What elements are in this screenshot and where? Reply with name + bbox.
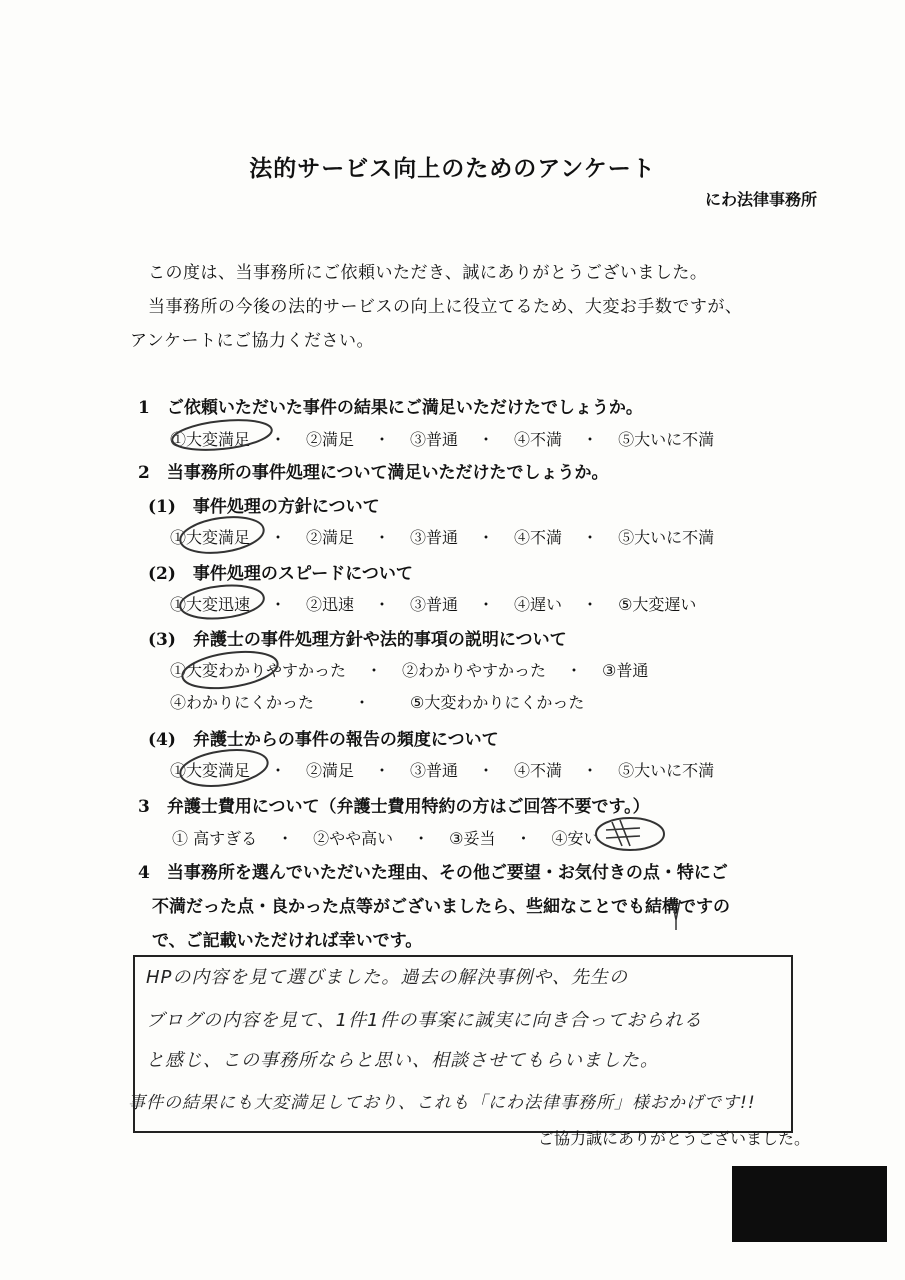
q2-4-option-1[interactable]: ①大変満足 [170,761,251,780]
q2-3-options-row2: ④わかりにくかった ・ ⑤大変わかりにくかった [170,693,585,712]
q2-1-option-5[interactable]: ⑤大いに不満 [618,528,715,547]
closing-text: ご協力誠にありがとうございました。 [537,1129,810,1148]
question-3: 3 弁護士費用について（弁護士費用特約の方はご回答不要です。） [138,797,650,817]
question-4-line-3: で、ご記載いただければ幸いです。 [152,931,423,951]
q3-selection-hatch [606,820,640,846]
q1-option-2[interactable]: ②満足 [306,430,355,449]
q2-3-option-4[interactable]: ④わかりにくかった [170,693,315,712]
intro-line-3: アンケートにご協力ください。 [130,331,374,351]
q3-option-3[interactable]: ③妥当 [449,829,496,848]
q3-option-4[interactable]: ④安い [551,829,600,848]
q2-4-option-4[interactable]: ④不満 [514,761,563,780]
q2-3-option-5[interactable]: ⑤大変わかりにくかった [410,693,585,712]
q2-4-option-2[interactable]: ②満足 [306,761,355,780]
question-2-4: (4) 弁護士からの事件の報告の頻度について [148,730,499,750]
q2-1-options: ①大変満足 ・ ②満足 ・ ③普通 ・ ④不満 ・ ⑤大いに不満 [170,528,715,547]
q2-3-selection-circle [180,646,280,693]
q3-option-1[interactable]: ① 高すぎる [172,829,258,848]
question-2-3: (3) 弁護士の事件処理方針や法的事項の説明について [148,630,567,650]
q2-1-option-1[interactable]: ①大変満足 [170,528,251,547]
q2-2-option-2[interactable]: ②迅速 [306,595,355,614]
question-2: 2 当事務所の事件処理について満足いただけたでしょうか。 [138,463,609,483]
comment-line-4: 事件の結果にも大変満足しており、これも「にわ法律事務所」様おかげです!! [128,1093,756,1113]
q2-1-option-3[interactable]: ③普通 [410,528,459,547]
q1-option-3[interactable]: ③普通 [410,430,459,449]
question-1: 1 ご依頼いただいた事件の結果にご満足いただけたでしょうか。 [138,398,643,418]
q2-2-option-3[interactable]: ③普通 [410,595,459,614]
comment-line-1: HPの内容を見て選びました。過去の解決事例や、先生の [146,967,629,988]
q2-3-option-2[interactable]: ②わかりやすかった [402,661,547,680]
q1-option-4[interactable]: ④不満 [514,430,563,449]
firm-name: にわ法律事務所 [704,190,817,209]
intro-line-2: 当事務所の今後の法的サービスの向上に役立てるため、大変お手数ですが、 [148,297,743,317]
q2-3-option-3[interactable]: ③普通 [602,661,649,680]
comment-line-2: ブログの内容を見て、1件1件の事案に誠実に向き合っておられる [146,1010,703,1031]
q1-options: ①大変満足 ・ ②満足 ・ ③普通 ・ ④不満 ・ ⑤大いに不満 [170,430,715,449]
q1-option-1[interactable]: ①大変満足 [170,430,251,449]
q2-2-option-4[interactable]: ④遅い [514,595,563,614]
q2-2-options: ①大変迅速 ・ ②迅速 ・ ③普通 ・ ④遅い ・ ⑤大変遅い [170,595,697,614]
q1-selection-circle [171,416,273,454]
q2-3-option-1[interactable]: ①大変わかりやすかった [170,661,347,680]
intro-line-1: この度は、当事務所にご依頼いただき、誠にありがとうございました。 [148,263,708,283]
q2-1-option-2[interactable]: ②満足 [306,528,355,547]
q2-2-option-5[interactable]: ⑤大変遅い [618,595,697,614]
q2-1-selection-circle [178,512,266,557]
q3-option-2[interactable]: ②やや高い [313,829,394,848]
q1-option-5[interactable]: ⑤大いに不満 [618,430,715,449]
document-title: 法的サービス向上のためのアンケート [249,155,656,182]
q2-2-selection-circle [179,582,266,623]
q3-options: ① 高すぎる ・ ②やや高い ・ ③妥当 ・ ④安い [172,829,600,848]
q2-4-option-3[interactable]: ③普通 [410,761,459,780]
q2-2-option-1[interactable]: ①大変迅速 [170,595,251,614]
insert-mark [672,900,680,930]
comment-line-3: と感じ、この事務所ならと思い、相談させてもらいました。 [146,1050,659,1071]
q2-4-selection-circle [178,745,270,791]
q2-4-option-5[interactable]: ⑤大いに不満 [618,761,715,780]
question-2-1: (1) 事件処理の方針について [148,497,380,517]
q2-4-options: ①大変満足 ・ ②満足 ・ ③普通 ・ ④不満 ・ ⑤大いに不満 [170,761,715,780]
question-2-2: (2) 事件処理のスピードについて [148,564,413,584]
question-4-line-2: 不満だった点・良かった点等がございましたら、些細なことでも結構ですの [152,897,730,917]
q2-3-options-row1: ①大変わかりやすかった ・ ②わかりやすかった ・ ③普通 [170,661,649,680]
q2-1-option-4[interactable]: ④不満 [514,528,563,547]
question-4-line-1: 4 当事務所を選んでいただいた理由、その他ご要望・お気付きの点・特にご [138,863,728,883]
